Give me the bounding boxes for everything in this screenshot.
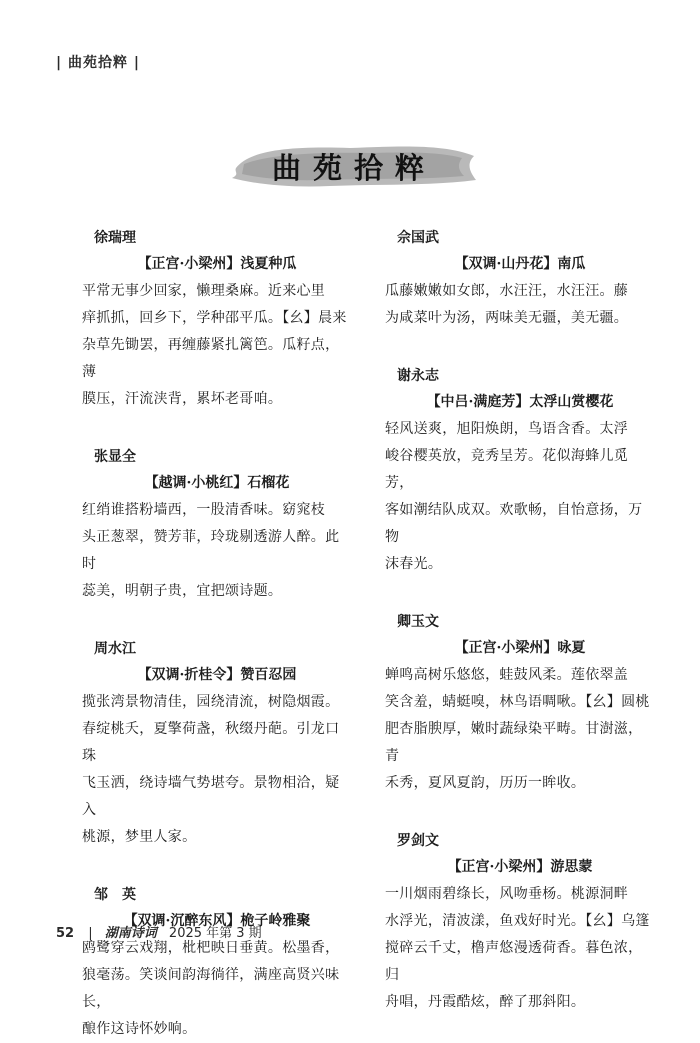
poem-body: [385, 881, 655, 1016]
poem-author: 谢永志: [397, 368, 439, 384]
magazine-name: 湖南诗词: [104, 926, 157, 941]
poem-body: [385, 278, 655, 332]
poem-line: 桃源，梦里人家。: [82, 829, 197, 845]
page-number: 52: [56, 926, 75, 941]
poem-line: 鸥鹭穿云戏翔，枇杷映日垂黄。松墨香，: [82, 940, 340, 956]
right-column: [385, 228, 655, 1016]
left-column: [82, 228, 352, 1043]
poem-body: [385, 662, 655, 797]
poem-line: 舟唱，丹霞酷炫，醉了那斜阳。: [385, 994, 586, 1010]
poem-line: 膜压，汗流浃背，累坏老哥咱。: [82, 391, 283, 407]
poem-line: 痒抓抓，回乡下，学种邵平瓜。【幺】晨来: [82, 310, 347, 326]
poem-author: 张显全: [94, 449, 136, 465]
poem-title: 【正宫·小梁州】咏夏: [454, 640, 586, 656]
poem-line: 客如潮结队成双。欢歌畅，自怡意扬，万物: [385, 502, 643, 545]
poem-title: 【中吕·满庭芳】太浮山赏樱花: [426, 394, 614, 410]
poem-line: 平常无事少回家，懒理桑麻。近来心里: [82, 283, 326, 299]
poem-line: 飞玉洒，绕诗墙气势堪夸。景物相洽，疑入: [82, 775, 340, 818]
poem-4: [82, 885, 352, 1043]
poem-body: [82, 278, 352, 413]
poem-5: [385, 228, 655, 332]
poem-author: 徐瑞理: [94, 230, 136, 246]
issue-label: 2025 年第 3 期: [168, 926, 262, 941]
poem-body: [82, 935, 352, 1043]
poem-line: 狼毫荡。笑谈间韵海徜徉，满座高贤兴味长，: [82, 967, 340, 1010]
poem-line: 一川烟雨碧绦长，风吻垂杨。桃源洞畔: [385, 886, 629, 902]
poem-author: 邹 英: [94, 887, 136, 903]
poem-3: [82, 639, 352, 851]
poem-line: 头正葱翠，赞芳菲，玲珑剔透游人醉。此时: [82, 529, 340, 572]
poem-2: [82, 447, 352, 605]
poem-line: 瓜藤嫩嫩如女郎，水汪汪，水汪汪。藤: [385, 283, 629, 299]
poem-body: [385, 416, 655, 578]
poem-line: 酿作这诗怀妙响。: [82, 1021, 197, 1037]
page-footer: [56, 922, 262, 941]
poem-line: 笑含羞，蜻蜓嗅，林鸟语啁啾。【幺】圆桃: [385, 694, 650, 710]
poem-line: 肥杏脂腴厚，嫩时蔬绿染平畴。甘澍滋，青: [385, 721, 643, 764]
poem-title: 【越调·小桃红】石榴花: [144, 475, 290, 491]
poem-title: 【正宫·小梁州】游思蒙: [447, 859, 593, 875]
poem-line: 沫春光。: [385, 556, 443, 572]
poem-line: 轻风送爽，旭阳焕朗，鸟语含香。太浮: [385, 421, 629, 437]
poem-body: [82, 497, 352, 605]
poem-line: 蕊美，明朝子贵，宜把颂诗题。: [82, 583, 283, 599]
poem-author: 周水江: [94, 641, 136, 657]
poem-1: [82, 228, 352, 413]
section-tag: | 曲苑拾粹 |: [56, 55, 140, 71]
footer-separator: |: [88, 926, 93, 941]
poem-line: 红绡谁搭粉墙西，一股清香味。窈窕枝: [82, 502, 326, 518]
poem-line: 水浮光，清波漾，鱼戏好时光。【幺】乌篷: [385, 913, 650, 929]
poem-6: [385, 366, 655, 578]
poem-line: 禾秀，夏风夏韵，历历一眸收。: [385, 775, 586, 791]
banner-title: 曲苑拾粹: [271, 151, 436, 185]
poem-author: 卿玉文: [397, 614, 439, 630]
poem-8: [385, 831, 655, 1016]
poem-title: 【双调·折桂令】赞百忍园: [137, 667, 297, 683]
poem-body: [82, 689, 352, 851]
poem-7: [385, 612, 655, 797]
poem-line: 峻谷樱英放，竞秀呈芳。花似海蜂儿觅芳，: [385, 448, 629, 491]
poem-line: 春绽桃夭，夏擎荷盏，秋缀丹葩。引龙口珠: [82, 721, 340, 764]
poem-line: 为咸菜叶为汤，两味美无疆，美无疆。: [385, 310, 629, 326]
poem-title: 【双调·山丹花】南瓜: [454, 256, 586, 272]
poem-line: 杂草先锄罢，再缠藤紧扎篱笆。瓜籽点，薄: [82, 337, 340, 380]
poem-title: 【正宫·小梁州】浅夏种瓜: [137, 256, 297, 272]
poem-author: 佘国武: [397, 230, 439, 246]
poem-line: 搅碎云千丈，橹声悠漫透荷香。暮色浓，归: [385, 940, 643, 983]
poem-line: 蝉鸣高树乐悠悠，蛙鼓风柔。莲依翠盖: [385, 667, 629, 683]
poem-line: 揽张湾景物清佳，园绕清流，树隐烟霞。: [82, 694, 340, 710]
poem-title: 【双调·沉醉东风】桅子岭雅聚: [123, 913, 311, 929]
poem-author: 罗剑文: [397, 833, 439, 849]
section-banner: [230, 138, 478, 190]
